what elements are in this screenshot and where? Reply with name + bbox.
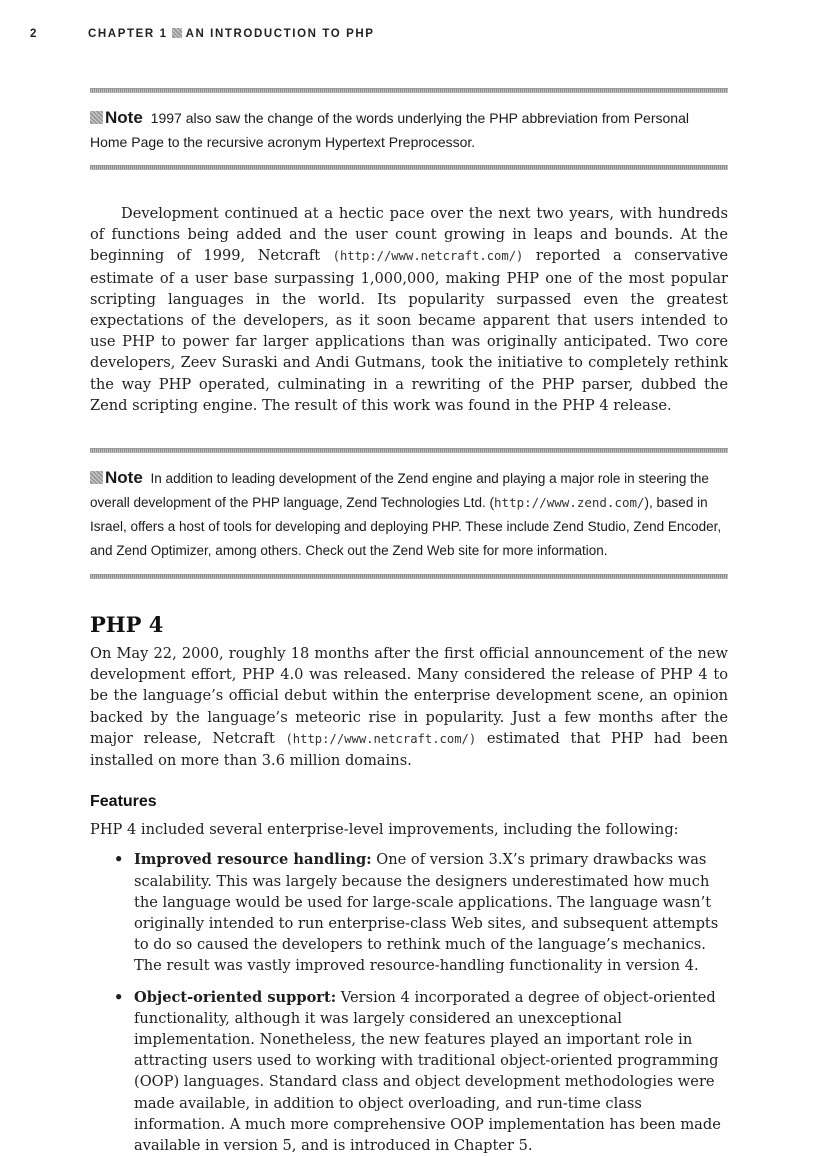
note-marker-icon	[90, 111, 103, 124]
list-item	[90, 987, 728, 1156]
chapter-separator-icon	[172, 28, 182, 38]
page-number: 2	[30, 28, 38, 40]
note-marker-icon	[90, 471, 103, 484]
chapter-title: AN INTRODUCTION TO PHP	[185, 28, 375, 40]
feature-text: One of version 3.X’s primary drawbacks was scalability. This was largely because the designers underestimated how much the language would be used for large-scale applications. The language wasn’t originally intended to run enterprise-class Web sites, and subsequent attempts to do so caused the developers to rethink much of the language’s mechanics. The result was vastly improved resource-handling functionality in version 4.	[134, 851, 719, 975]
note-box-abbreviation	[90, 88, 728, 170]
note-label: Note	[90, 468, 143, 487]
feature-title: Improved resource handling:	[134, 851, 372, 869]
paragraph-features-intro: PHP 4 included several enterprise-level improvements, including the following:	[90, 821, 679, 839]
netcraft-url: (http://www.netcraft.com/)	[332, 249, 524, 264]
paragraph-development: Development continued at a hectic pace over the next two years, with hundreds of functions being added and the user count growing in leaps and bounds. At the beginning of 1999, Netcraft (http://www.netcraft.com/) reported a conservative estimate of a user base surpassing 1,000,000, making PHP one of the most popular scripting languages in the world. Its popularity surpassed even the greatest expectations of the developers, as it soon became apparent that users intended to use PHP to power far larger applications than was originally anticipated. Two core developers, Zeev Suraski and Andi Gutmans, took the initiative to completely rethink the way PHP operated, culminating in a rewriting of the PHP parser, dubbed the Zend scripting engine. The result of this work was found in the PHP 4 release.	[90, 205, 729, 414]
feature-title: Object-oriented support:	[134, 988, 337, 1006]
bullet-icon: •	[114, 988, 124, 1006]
chapter-label: CHAPTER 1	[88, 28, 168, 40]
feature-list	[90, 849, 728, 1156]
subsection-heading-features: Features	[90, 793, 157, 811]
note-label: Note	[90, 108, 143, 127]
feature-text: Version 4 incorporated a degree of object-oriented functionality, although it was largely considered an unexceptional implementation. Nonetheless, the new features played an important role in attracting users used to working with traditional object-oriented programming (OOP) languages. Standard class and object development methodologies were made available, in addition to object overloading, and run-time class information. A much more comprehensive OOP implementation has been made available in version 5, and is introduced in Chapter 5.	[134, 988, 721, 1155]
page-content	[90, 88, 728, 1156]
zend-url: http://www.zend.com/	[494, 495, 645, 511]
running-head	[30, 28, 790, 40]
paragraph-php4: On May 22, 2000, roughly 18 months after the first official announcement of the new development effort, PHP 4.0 was released. Many considered the release of PHP 4 to be the language’s official debut within the enterprise development scene, an opinion backed by the language’s meteoric rise in popularity. Just a few months after the major release, Netcraft (http://www.netcraft.com/) estimated that PHP had been installed on more than 3.6 million domains.	[90, 645, 729, 770]
bullet-icon: •	[114, 851, 124, 869]
section-heading-php4: PHP 4	[90, 612, 164, 638]
note-box-zend: Note In addition to leading development of the Zend engine and playing a major role in steering the overall development of the PHP language, Zend Technologies Ltd. (http://www.zend.com/), based in Israel, offers a host of tools for developing and deploying PHP. These include Zend Studio, Zend Encoder, and Zend Optimizer, among others. Check out the Zend Web site for more information.	[90, 448, 728, 579]
list-item	[90, 849, 728, 976]
note-text: 1997 also saw the change of the words underlying the PHP abbreviation from Personal Home Page to the recursive acronym Hypertext Preprocessor.	[90, 110, 689, 150]
netcraft-url: (http://www.netcraft.com/)	[285, 731, 477, 746]
